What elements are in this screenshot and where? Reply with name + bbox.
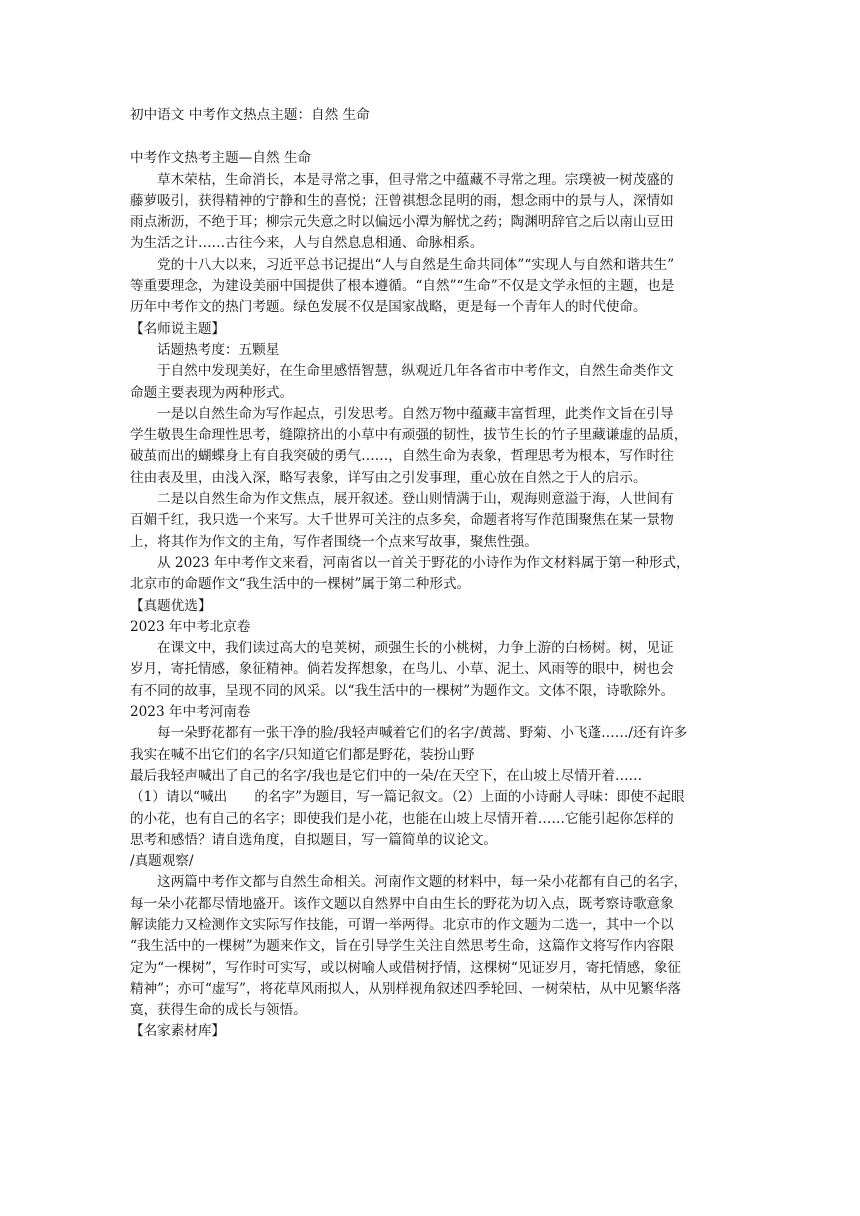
text-line: 的小花，也有自己的名字；即使我们是小花，也能在山坡上尽情开着……它能引起你怎样的 bbox=[130, 810, 674, 827]
text-line: 党的十八大以来，习近平总书记提出“人与自然是生命共同体”“实现人与自然和谐共生” bbox=[157, 256, 675, 273]
teacher-paragraph-2 bbox=[130, 404, 744, 489]
text-line: 于自然中发现美好，在生命里感悟智慧，纵观近几年各省市中考作文，自然生命类作文 bbox=[157, 363, 674, 380]
teacher-paragraph-1 bbox=[130, 361, 744, 404]
section-title-teacher: 【名师说主题】 bbox=[130, 320, 226, 337]
text-line: 二是以自然生命为作文焦点，展开叙述。登山则情满于山，观海则意溢于海，人世间有 bbox=[157, 491, 674, 508]
text-line: 寞，获得生命的成长与领悟。 bbox=[130, 1002, 307, 1019]
text-line: 命题主要表现为两种形式。 bbox=[130, 384, 294, 401]
beijing-prompt bbox=[130, 638, 744, 702]
text-line: 每一朵小花都尽情地盛开。该作文题以自然界中自由生长的野花为切入点，既考察诗歌意象 bbox=[130, 895, 674, 912]
section-title-materials: 【名家素材库】 bbox=[130, 1023, 226, 1040]
teacher-paragraph-3 bbox=[130, 489, 744, 553]
intro-paragraph-2 bbox=[130, 255, 744, 319]
text-line: 精神”；亦可“虚写”，将花草风雨拟人，从别样视角叙述四季轮回、一树荣枯，从中见繁华落 bbox=[130, 980, 682, 997]
text-line: 在课文中，我们读过高大的皂荚树，顽强生长的小桃树，力争上游的白杨树。树，见证 bbox=[157, 640, 674, 657]
henan-poem bbox=[130, 723, 744, 787]
text-line: 往由表及里，由浅入深，略写表象，详写由之引发事理，重心放在自然之于人的启示。 bbox=[130, 469, 647, 486]
text-line: 为生活之计……古往今来，人与自然息息相通、命脉相系。 bbox=[130, 235, 484, 252]
text-line: 百媚千红，我只选一个来写。大千世界可关注的点多矣，命题者将写作范围聚焦在某一景物 bbox=[130, 512, 674, 529]
text-line: 一是以自然生命为写作起点，引发思考。自然万物中蕴藏丰富哲理，此类作文旨在引导 bbox=[157, 405, 674, 422]
doc-title: 初中语文 中考作文热点主题：自然 生命 bbox=[130, 107, 370, 123]
section-title-exam: 【真题优选】 bbox=[130, 597, 212, 614]
text-line: 岁月，寄托情感，象征精神。倘若发挥想象，在鸟儿、小草、泥土、风雨等的眼中，树也会 bbox=[130, 661, 674, 678]
spacer bbox=[130, 127, 744, 148]
text-line: （1）请以“喊出 的名字”为题目，写一篇记叙文。（2）上面的小诗耐人寻味：即使不起眼 bbox=[130, 789, 685, 806]
text-line: 这两篇中考作文都与自然生命相关。河南作文题的材料中，每一朵小花都有自己的名字， bbox=[157, 874, 688, 891]
text-line: 最后我轻声喊出了自己的名字/我也是它们中的一朵/在天空下，在山坡上尽情开着…… bbox=[130, 767, 643, 784]
text-line: 定为“一棵树”，写作时可实写，或以树喻人或借树抒情，这棵树“见证岁月，寄托情感，象征 bbox=[130, 959, 682, 976]
text-line: 北京市的命题作文“我生活中的一棵树”属于第二种形式。 bbox=[130, 576, 471, 593]
text-line: 上，将其作为作文的主角，写作者围绕一个点来写故事，聚焦性强。 bbox=[130, 533, 538, 550]
text-line: 雨点淅沥，不绝于耳；柳宗元失意之时以偏远小潭为解忧之药；陶渊明辞官之后以南山豆田 bbox=[130, 214, 674, 231]
text-line: 等重要理念，为建设美丽中国提供了根本遵循。“自然”“生命”不仅是文学永恒的主题，也是 bbox=[130, 278, 675, 295]
text-line: 解读能力又检测作文实际写作技能，可谓一举两得。北京市的作文题为二选一，其中一个以 bbox=[130, 916, 674, 933]
text-line: “我生活中的一棵树”为题来作文，旨在引导学生关注自然思考生命，这篇作文将写作内容限 bbox=[130, 938, 675, 955]
henan-task bbox=[130, 787, 744, 851]
document-page bbox=[130, 103, 744, 1043]
text-line: 我实在喊不出它们的名字/只知道它们都是野花，装扮山野 bbox=[130, 746, 475, 763]
text-line: 学生敬畏生命理性思考，缝隙挤出的小草中有顽强的韧性，拔节生长的竹子里藏谦虚的品质， bbox=[130, 427, 688, 444]
text-line: 草木荣枯，生命消长，本是寻常之事，但寻常之中蕴藏不寻常之理。宗璞被一树茂盛的 bbox=[157, 171, 674, 188]
text-line: 从 2023 年中考作文来看，河南省以一首关于野花的小诗作为作文材料属于第一种形式， bbox=[157, 554, 690, 571]
intro-paragraph-1 bbox=[130, 170, 744, 255]
beijing-exam-label: 2023 年中考北京卷 bbox=[130, 618, 251, 635]
text-line: 藤萝吸引，获得精神的宁静和生的喜悦；汪曾祺想念昆明的雨，想念雨中的景与人，深情如 bbox=[130, 192, 674, 209]
teacher-paragraph-4 bbox=[130, 553, 744, 596]
topic-heat-rating: 话题热考度：五颗星 bbox=[157, 341, 280, 358]
text-line: 每一朵野花都有一张干净的脸/我轻声喊着它们的名字/黄蒿、野菊、小飞蓬……/还有许多 bbox=[157, 725, 688, 742]
text-line: 破茧而出的蝴蝶身上有自我突破的勇气……，自然生命为表象，哲理思考为根本，写作时往 bbox=[130, 448, 674, 465]
observation-title: /真题观察/ bbox=[130, 853, 194, 870]
henan-exam-label: 2023 年中考河南卷 bbox=[130, 704, 251, 721]
text-line: 思考和感悟？请自选角度，自拟题目，写一篇简单的议论文。 bbox=[130, 831, 498, 848]
observation-paragraph bbox=[130, 872, 744, 1021]
text-line: 有不同的故事，呈现不同的风采。以“我生活中的一棵树”为题作文。文体不限，诗歌除外。 bbox=[130, 682, 675, 699]
text-line: 历年中考作文的热门考题。绿色发展不仅是国家战略，更是每一个青年人的时代使命。 bbox=[130, 299, 647, 316]
main-heading: 中考作文热考主题—自然 生命 bbox=[130, 150, 312, 167]
